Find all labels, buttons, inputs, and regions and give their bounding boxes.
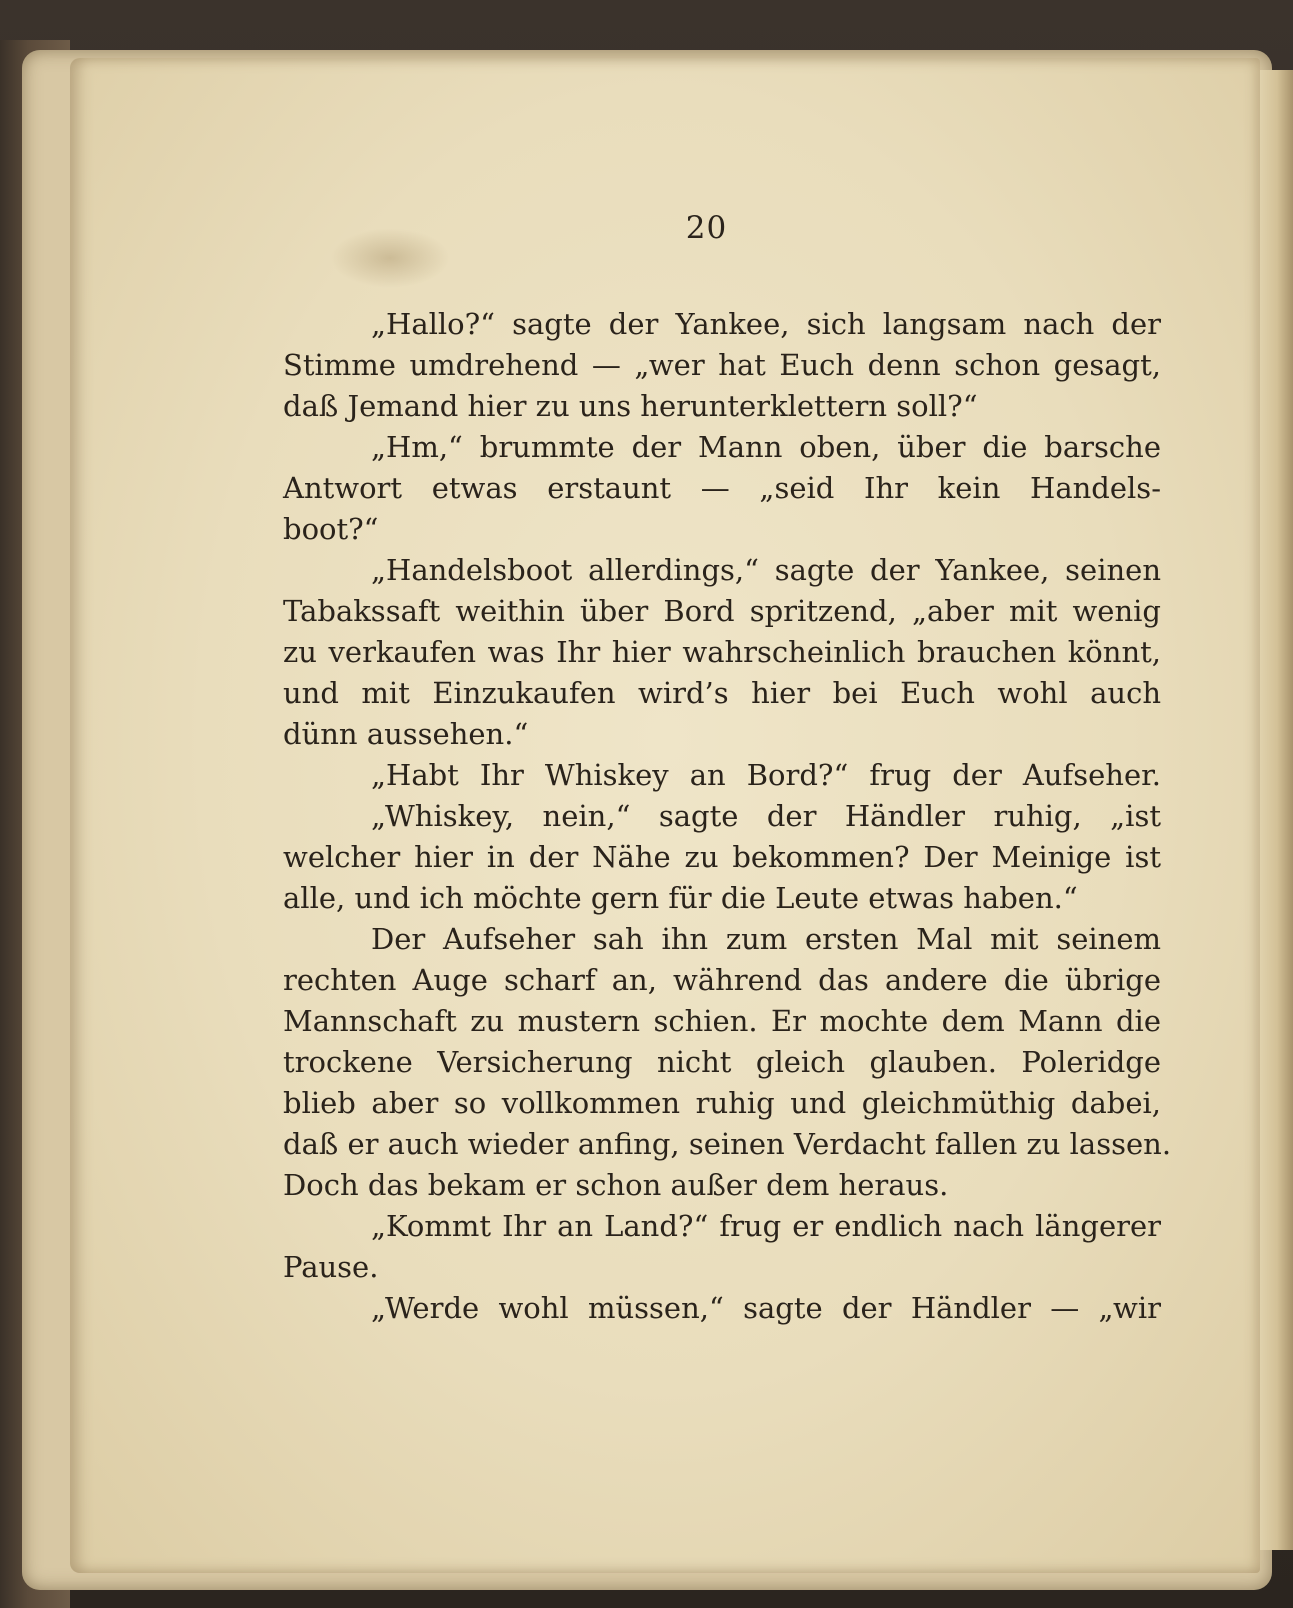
text-line: Stimme umdrehend — „wer hat Euch denn schon gesagt, [283, 348, 1161, 382]
text-line: zu verkaufen was Ihr hier wahrscheinlich brauchen könnt, [283, 635, 1161, 669]
text-line: Antwort etwas erstaunt — „seid Ihr kein Handels- [283, 471, 1161, 505]
text-line: Pause. [283, 1250, 379, 1284]
text-line: welcher hier in der Nähe zu bekommen? Der Meinige ist [283, 840, 1161, 874]
text-line: und mit Einzukaufen wird’s hier bei Euch wohl auch [283, 676, 1161, 710]
text-line: Der Aufseher sah ihn zum ersten Mal mit seinem [371, 922, 1161, 956]
text-line: „Whiskey, nein,“ sagte der Händler ruhig, „ist [371, 799, 1161, 833]
text-line: „Hm,“ brummte der Mann oben, über die barsche [371, 430, 1161, 464]
text-line: „Kommt Ihr an Land?“ frug er endlich nach längerer [371, 1209, 1161, 1243]
text-line: Tabakssaft weithin über Bord spritzend, „aber mit wenig [283, 594, 1161, 628]
text-line: boot?“ [283, 512, 379, 546]
text-line: Mannschaft zu mustern schien. Er mochte dem Mann die [283, 1004, 1161, 1038]
text-line: „Handelsboot allerdings,“ sagte der Yankee, seinen [371, 553, 1161, 587]
text-line: Doch das bekam er schon außer dem heraus. [283, 1168, 949, 1202]
body-text [283, 304, 1172, 1329]
text-line: trockene Versicherung nicht gleich glauben. Poleridge [283, 1045, 1161, 1079]
page-number: 20 [685, 210, 728, 246]
text-line: „Habt Ihr Whiskey an Bord?“ frug der Aufseher. [371, 758, 1161, 792]
text-line: daß er auch wieder anfing, seinen Verdacht fallen zu lassen. [283, 1127, 1172, 1161]
text-line: alle, und ich möchte gern für die Leute etwas haben.“ [283, 881, 1078, 915]
text-line: blieb aber so vollkommen ruhig und gleichmüthig dabei, [283, 1086, 1161, 1120]
text-line: rechten Auge scharf an, während das andere die übrige [283, 963, 1161, 997]
text-line: dünn aussehen.“ [283, 717, 529, 751]
text-line: daß Jemand hier zu uns herunterklettern soll?“ [283, 389, 978, 423]
text-line: „Werde wohl müssen,“ sagte der Händler — „wir [371, 1291, 1161, 1325]
text-line: „Hallo?“ sagte der Yankee, sich langsam nach der [371, 307, 1161, 341]
